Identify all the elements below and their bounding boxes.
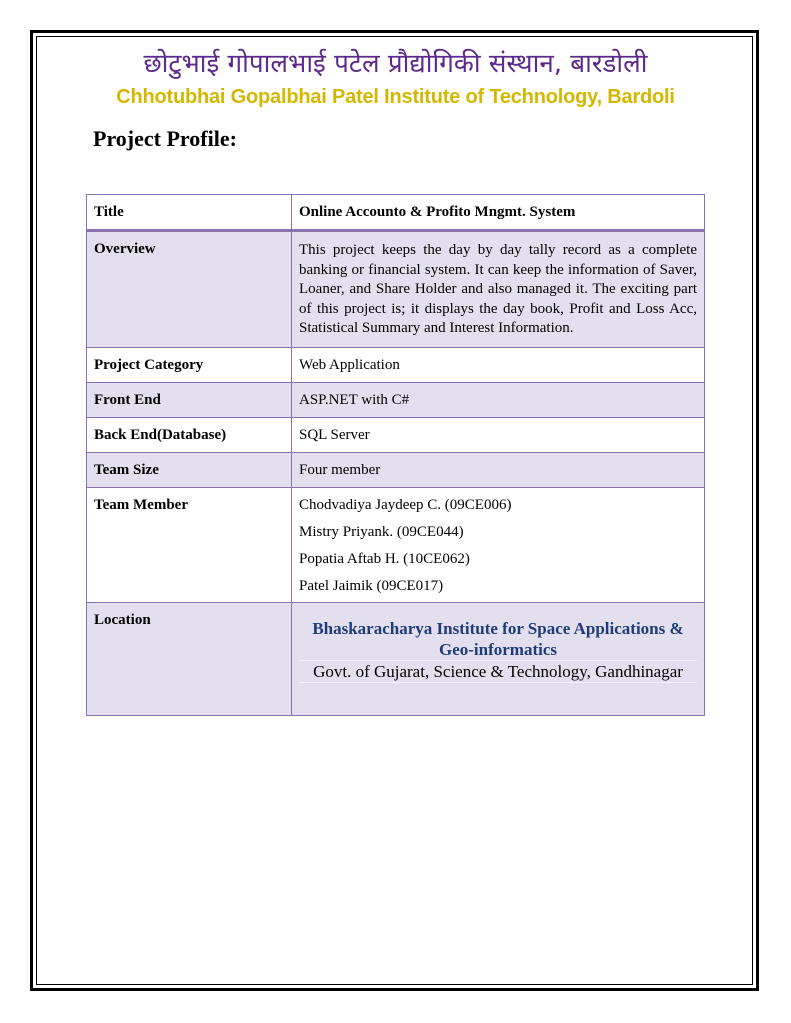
row-label: Team Size — [87, 452, 292, 487]
team-member: Mistry Priyank. (09CE044) — [299, 523, 464, 540]
row-label: Title — [87, 195, 292, 231]
row-label: Overview — [87, 231, 292, 348]
row-value: Web Application — [292, 347, 705, 382]
row-label: Project Category — [87, 347, 292, 382]
team-member: Patel Jaimik (09CE017) — [299, 577, 444, 594]
row-value: Four member — [292, 452, 705, 487]
row-label: Front End — [87, 382, 292, 417]
institute-name-english: Chhotubhai Gopalbhai Patel Institute of Technology, Bardoli — [116, 86, 675, 108]
row-label: Team Member — [87, 487, 292, 602]
table-row-team-member — [87, 487, 705, 602]
location-value — [292, 602, 705, 715]
institute-name-hindi: छोटुभाई गोपालभाई पटेल प्रौद्योगिकी संस्थान, बारडोली — [143, 49, 648, 79]
table-row-location — [87, 602, 705, 715]
team-member-list — [292, 487, 705, 602]
table-row-back-end — [87, 417, 705, 452]
location-institute: Bhaskaracharya Institute for Space Applications & Geo-informatics — [299, 618, 697, 661]
table-row-team-size — [87, 452, 705, 487]
project-profile-table — [86, 194, 705, 716]
table-row-title — [87, 195, 705, 231]
row-value: ASP.NET with C# — [292, 382, 705, 417]
row-label: Location — [87, 602, 292, 715]
team-member: Chodvadiya Jaydeep C. (09CE006) — [299, 496, 512, 513]
table-row-overview — [87, 231, 705, 348]
row-label: Back End(Database) — [87, 417, 292, 452]
team-member: Popatia Aftab H. (10CE062) — [299, 550, 470, 567]
table-row-category — [87, 347, 705, 382]
row-value: This project keeps the day by day tally record as a complete banking or financial system. It can keep the information of Saver, Loaner, and Share Holder and also managed it. The exciting part of this project is; it displays the day book, Profit and Loss Acc, Statistical Summary and Interest Information. — [292, 231, 705, 348]
location-department: Govt. of Gujarat, Science & Technology, Gandhinagar — [299, 661, 697, 683]
page-title: Project Profile: — [93, 126, 237, 151]
row-value: SQL Server — [292, 417, 705, 452]
row-value: Online Accounto & Profito Mngmt. System — [292, 195, 705, 231]
table-row-front-end — [87, 382, 705, 417]
